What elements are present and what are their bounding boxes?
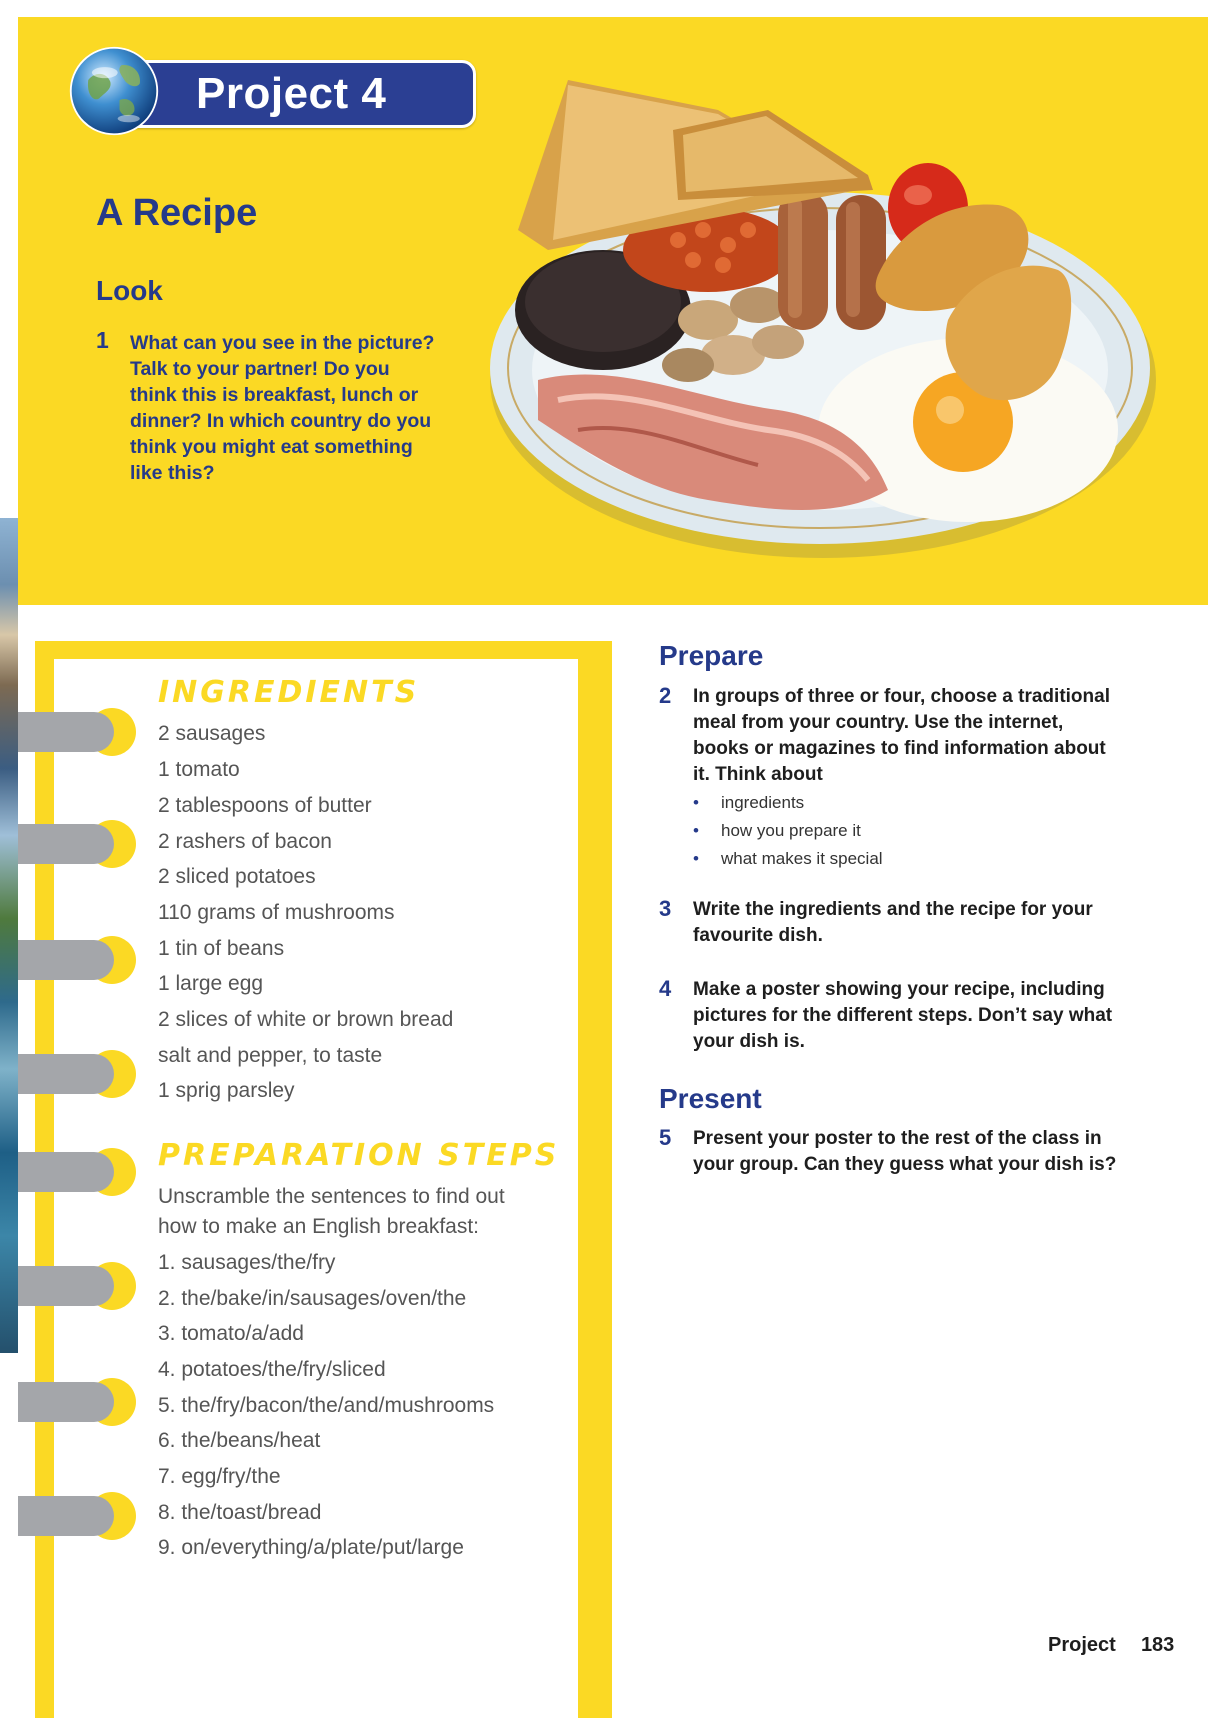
ingredient-item: salt and pepper, to taste: [158, 1044, 383, 1067]
task-1-line: dinner? In which country do you: [130, 410, 432, 432]
binder-ring: [18, 1496, 114, 1536]
task-4-line: your dish is.: [693, 1031, 805, 1052]
ingredient-item: 1 sprig parsley: [158, 1079, 295, 1102]
task-2-line: In groups of three or four, choose a traditional: [693, 686, 1110, 707]
binder-ring: [18, 712, 114, 752]
bullet-text: how you prepare it: [721, 821, 861, 840]
ingredient-item: 110 grams of mushrooms: [158, 901, 395, 924]
bullet-dot: •: [693, 821, 699, 840]
task-4-line: Make a poster showing your recipe, including: [693, 979, 1105, 1000]
task-5-line: your group. Can they guess what your dish is?: [693, 1154, 1117, 1175]
preparation-step: 8. the/toast/bread: [158, 1501, 322, 1524]
edge-photo-strip: [0, 518, 18, 1353]
task-4-line: pictures for the different steps. Don’t say what: [693, 1005, 1113, 1026]
preparation-heading: PREPARATION STEPS: [158, 1138, 560, 1173]
task-number-5: 5: [659, 1125, 672, 1150]
preparation-step: 3. tomato/a/add: [158, 1322, 304, 1345]
page-footer: [1048, 1634, 1174, 1657]
binder-ring: [18, 1152, 114, 1192]
preparation-step: 9. on/everything/a/plate/put/large: [158, 1536, 464, 1559]
task-1-line: What can you see in the picture?: [130, 332, 435, 354]
ingredient-item: 2 tablespoons of butter: [158, 794, 372, 817]
task-5-line: Present your poster to the rest of the class in: [693, 1128, 1102, 1149]
ingredient-item: 2 rashers of bacon: [158, 830, 332, 853]
preparation-step: 6. the/beans/heat: [158, 1429, 321, 1452]
ingredients-heading: INGREDIENTS: [158, 675, 420, 710]
task-1-line: Talk to your partner! Do you: [130, 358, 390, 380]
preparation-step: 7. egg/fry/the: [158, 1465, 281, 1488]
task-number-4: 4: [659, 976, 672, 1001]
task-2-line: meal from your country. Use the internet,: [693, 712, 1064, 733]
ingredient-item: 2 sausages: [158, 722, 266, 745]
preparation-intro-line: Unscramble the sentences to find out: [158, 1185, 505, 1208]
page-title: A Recipe: [96, 192, 258, 234]
preparation-step: 5. the/fry/bacon/the/and/mushrooms: [158, 1394, 495, 1417]
ingredient-item: 2 sliced potatoes: [158, 865, 316, 888]
task-3-text: [693, 897, 1163, 949]
page-number: 183: [1140, 1634, 1175, 1656]
task-number-1: 1: [96, 327, 109, 353]
task-2-line: books or magazines to find information about: [693, 738, 1106, 759]
preparation-step: 1. sausages/the/fry: [158, 1251, 336, 1274]
prepare-heading: Prepare: [659, 640, 764, 671]
task-3-line: favourite dish.: [693, 925, 823, 946]
ingredient-item: 1 tin of beans: [158, 937, 285, 960]
globe-icon: [68, 45, 160, 137]
task-1-text: [130, 330, 434, 486]
task-number-2: 2: [659, 683, 672, 708]
bullet-dot: •: [693, 849, 699, 868]
task-2-line: it. Think about: [693, 764, 823, 785]
task-2-text: [693, 684, 1163, 788]
present-heading: Present: [659, 1083, 762, 1114]
project-banner: [105, 60, 476, 128]
task-5-text: [693, 1126, 1163, 1178]
bullet-text: ingredients: [721, 793, 805, 812]
task-1-line: like this?: [130, 462, 215, 484]
project-title: Project 4: [196, 69, 387, 118]
task-number-3: 3: [659, 896, 672, 921]
task-4-text: [693, 977, 1163, 1055]
ingredient-item: 2 slices of white or brown bread: [158, 1008, 454, 1031]
binder-ring: [18, 1054, 114, 1094]
think-about-bullet: [693, 793, 804, 813]
preparation-step: 2. the/bake/in/sausages/oven/the: [158, 1287, 467, 1310]
task-1-line: think you might eat something: [130, 436, 413, 458]
task-3-line: Write the ingredients and the recipe for your: [693, 899, 1093, 920]
think-about-bullet: [693, 849, 883, 869]
think-about-bullet: [693, 821, 861, 841]
preparation-step: 4. potatoes/the/fry/sliced: [158, 1358, 386, 1381]
bullet-text: what makes it special: [721, 849, 883, 868]
preparation-intro-line: how to make an English breakfast:: [158, 1215, 480, 1238]
look-heading: Look: [96, 275, 163, 306]
breakfast-plate-image: [478, 80, 1168, 565]
binder-ring: [18, 824, 114, 864]
binder-ring: [18, 1382, 114, 1422]
ingredient-item: 1 tomato: [158, 758, 240, 781]
bullet-dot: •: [693, 793, 699, 812]
task-1-line: think this is breakfast, lunch or: [130, 384, 419, 406]
binder-ring: [18, 1266, 114, 1306]
ingredient-item: 1 large egg: [158, 972, 264, 995]
binder-ring: [18, 940, 114, 980]
footer-section: Project: [1048, 1634, 1116, 1656]
